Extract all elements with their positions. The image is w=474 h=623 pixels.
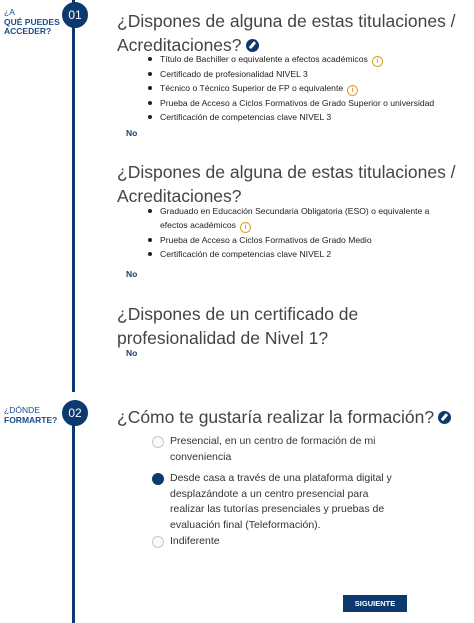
answer-no-3[interactable]: No <box>126 348 138 358</box>
radio-button[interactable] <box>152 436 164 448</box>
list-item: Certificado de profesionalidad NIVEL 3 <box>146 67 466 81</box>
qualification-list-2 <box>146 204 446 261</box>
list-item: Prueba de Acceso a Ciclos Formativos de Grado Medio <box>146 233 446 247</box>
question-title-2: ¿Dispones de alguna de estas titulaciones / Acreditaciones? <box>117 162 456 206</box>
list-item: Certificación de competencias clave NIVEL 3 <box>146 110 466 124</box>
radio-option-teleformacion[interactable]: Desde casa a través de una plataforma digital y desplazándote a un centro presencial para realizar las tutorías presenciales y pruebas de evaluación final (Teleformación). <box>152 471 402 533</box>
answer-no-2[interactable]: No <box>126 269 138 279</box>
step-number-02: 02 <box>62 400 88 426</box>
section-label-rest: FORMARTE? <box>4 414 58 425</box>
list-item: Graduado en Educación Secundaria Obligatoria (ESO) o equivalente a efectos académicos i <box>146 204 446 233</box>
radio-option-presencial[interactable]: Presencial, en un centro de formación de mi conveniencia <box>152 434 402 465</box>
section-label-top: ¿DÓNDE <box>4 405 40 415</box>
question-title-3: ¿Dispones de un certificado de profesionalidad de Nivel 1? <box>117 304 359 348</box>
radio-button-selected[interactable] <box>152 473 164 485</box>
radio-option-indiferente[interactable]: Indiferente <box>152 534 402 550</box>
info-icon[interactable]: i <box>240 222 251 233</box>
section-label-rest: QUÉ PUEDES ACCEDER? <box>4 16 60 36</box>
radio-button[interactable] <box>152 536 164 548</box>
step-number-01: 01 <box>62 2 88 28</box>
list-item: Técnico o Técnico Superior de FP o equivalente i <box>146 81 466 96</box>
qualification-list-1 <box>146 52 466 124</box>
list-item: Certificación de competencias clave NIVEL 2 <box>146 247 446 261</box>
list-item: Prueba de Acceso a Ciclos Formativos de Grado Superior o universidad <box>146 96 466 110</box>
question-title-4: ¿Cómo te gustaría realizar la formación? <box>117 405 457 429</box>
timeline-line <box>72 0 75 392</box>
section-label-acceder <box>4 8 64 37</box>
section-label-top: ¿A <box>4 7 15 17</box>
list-item: Título de Bachiller o equivalente a efectos académicos i <box>146 52 466 67</box>
pencil-icon[interactable] <box>438 411 451 424</box>
answer-no-1[interactable]: No <box>126 128 138 138</box>
info-icon[interactable]: i <box>347 85 358 96</box>
section-label-formarte <box>4 406 57 425</box>
next-button[interactable]: SIGUIENTE <box>343 595 407 612</box>
info-icon[interactable]: i <box>372 56 383 67</box>
pencil-icon[interactable] <box>246 39 259 52</box>
question-title-1: ¿Dispones de alguna de estas titulaciones / Acreditaciones? <box>117 11 456 55</box>
timeline-line <box>72 408 75 623</box>
